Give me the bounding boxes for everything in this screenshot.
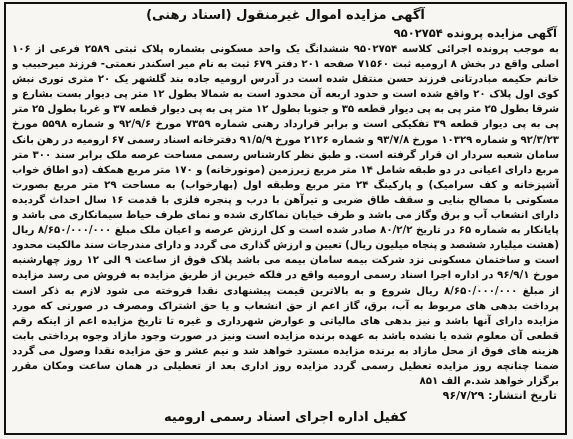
auction-notice	[4, 2, 567, 435]
file-number: آگهی مزایده پرونده ۹۵۰۲۷۵۴	[393, 26, 557, 40]
notice-title: آگهی مزایده اموال غیرمنقول (اسناد رهنی)	[146, 8, 425, 23]
signature: کفیل اداره اجرای اسناد رسمی ارومیه	[164, 410, 407, 425]
notice-body: به موجب پرونده اجرائی کلاسه ۹۵۰۲۷۵۴ ششدانگ یک واحد مسکونی بشماره پلاک ثبتی ۲۵۸۹ فرعی از ۱۰۶ اصلی واقع در بخش ۸ ارومیه ثبت ۷۱۵۶۰ صفحه ۲۰۱ دفتر ۶۷۹ ثبت به نام میر اسکندر نعمتی- فرزند میرحبیب و خانم حکیمه مبادرتانی فرزند حسن منتقل شده است در آدرس ارومیه جاده بند گلشهر یک ۲۰ متری توری نبش کوی اول پلاک ۲۰ واقع شده است و حدود اربعه آن محدود است به شمالا بطول ۱۲ متر پی دیوار بست بشارع و شرقا بطول ۲۵ متر پی به پی دیوار قطعه ۳۵ و جنوبا بطول ۱۲ متر پی به پی دیوار قطعه ۳۷ و غربا بطول ۲۵ متر پی به پی دیوار قطعه ۳۹ تفکیکی است و برابر قرارداد رهنی شماره ۷۳۵۹ مورخ ۹۲/۹/۶ و شماره ۵۵۹۸ مورخ ۹۲/۳/۲۳ و شماره ۱۰۳۲۹ مورخ ۹۳/۷/۸ و شماره ۲۱۲۶ مورخ ۹۱/۵/۹ دفترخانه اسناد رسمی ۶۷ ارومیه در رهن بانک سامان شعبه سردار ان قرار گرفته است. و طبق نظر کارشناس رسمی مساحت عرصه ملک برابر سند ۳۰۰ متر مربع دارای اعیانی در دو طبقه شامل ۱۴ متر مربع زیرزمین (موتورخانه) و ۱۷۰ متر مربع همکف (دو اطاق خواب آشپزخانه و کف سرامیک) و پارکینگ ۲۴ متر مربع وطبقه اول (بهارخواب) به مساحت ۲۹ متر مربع بصورت مسکونی با مصالح بنایی و سقف طاق ضربی و تیرآهن با درب و پنجره فلزی با قدمت ۱۶ سال احداث گردیده دارای انشعاب آب و برق وگاز می باشد و طرف خیابان نماکاری شده و نمای طرف حیاط سیمانکاری می باشد و پایانکار به شماره ۶۵ در تاریخ ۸۰/۲/۲ صادر شده است و کل ارزش عرصه و اعیان ملک مبلغ ۸/۶۵۰/۰۰۰/۰۰۰ ریال (هشت میلیارد ششصد و پنجاه میلیون ریال) تعیین و ارزش گذاری می گردد و دارای مندرجات سند مالکیت محدود است و ساختمان مسکونی نزد شرکت بیمه سامان بیمه می باشد پلاک فوق از ساعت ۹ الی ۱۲ روز چهارشنبه مورخ ۹۶/۹/۱ در اداره اجرا اسناد رسمی ارومیه واقع در فلکه خیرین از طریق مزایده به فروش می رسد مزایده از مبلغ ۸/۶۵۰/۰۰۰/۰۰۰ ریال شروع و به بالاترین قیمت پیشنهادی نقدا فروخته می شود لازم به ذکر است پرداخت بدهی های مربوط به آب، برق، گاز اعم از حق انشعاب و یا حق اشتراک ومصرف در صورتی که مورد مزایده دارای آنها باشد و نیز بدهی های مالیاتی و عوارض شهرداری و غیره تا تاریخ مزایده اعم از اینکه رقم قطعی آن معلوم شده یا نشده باشد به عهده برنده مزایده است ونیز در صورت وجود مازاد وجوه پرداختی بابت هزینه های فوق از محل مازاد به برنده مزایده مسترد خواهد شد و نیم عشر و حق مزایده نقدا وصول می گردد ضمنا چنانچه روز مزایده تعطیل رسمی گردد مزایده روز اداری بعد از تعطیلی در همان ساعت ومکان مقرر برگزار خواهد شد.م الف ۸۵۱	[12, 44, 559, 388]
publication-date: تاریخ انتشار: ۹۶/۷/۲۹	[442, 389, 557, 402]
